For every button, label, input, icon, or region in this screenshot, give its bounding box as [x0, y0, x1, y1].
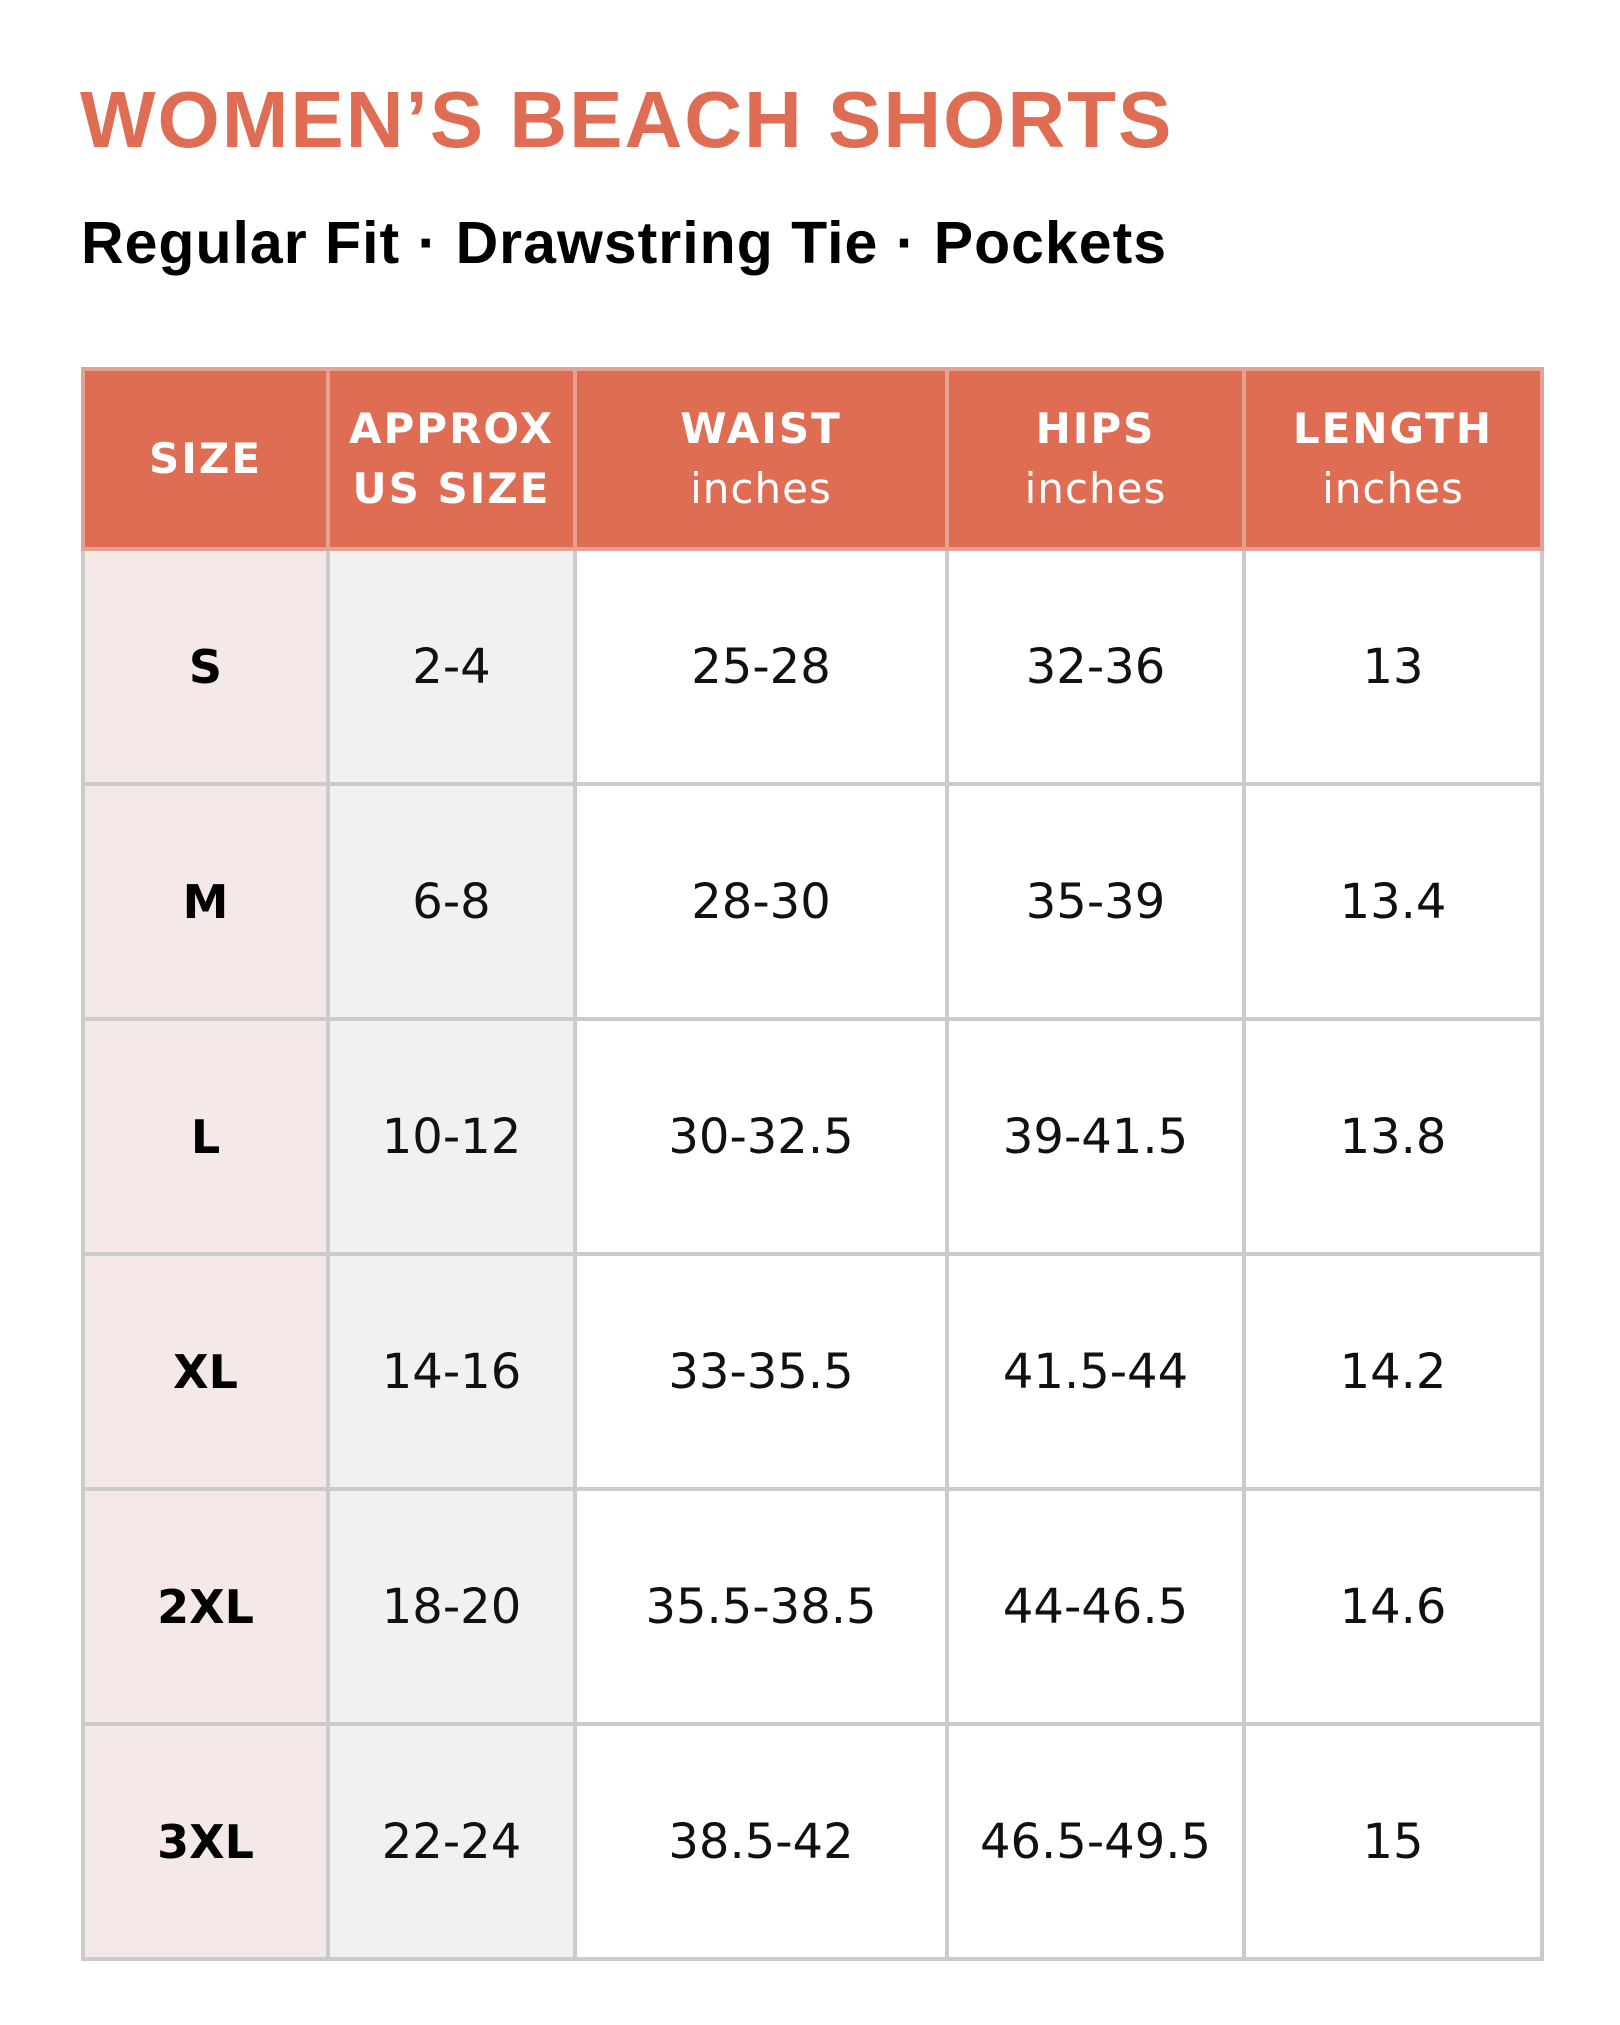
table-row [83, 549, 1542, 784]
header-waist-unit: inches [690, 464, 832, 513]
length-cell: 13 [1244, 549, 1542, 784]
us-size-cell: 22-24 [328, 1724, 575, 1959]
waist-cell: 30-32.5 [575, 1019, 947, 1254]
header-length-label: LENGTH [1292, 404, 1494, 454]
hips-cell: 39-41.5 [947, 1019, 1244, 1254]
header-approx-us-size [328, 369, 575, 549]
header-length [1244, 369, 1542, 549]
header-length-unit: inches [1322, 464, 1464, 513]
waist-cell: 25-28 [575, 549, 947, 784]
size-cell: L [83, 1019, 328, 1254]
us-size-cell: 10-12 [328, 1019, 575, 1254]
hips-cell: 46.5-49.5 [947, 1724, 1244, 1959]
table-row [83, 784, 1542, 1019]
length-cell: 13.8 [1244, 1019, 1542, 1254]
page-title: WOMEN’S BEACH SHORTS [80, 75, 1174, 164]
table-row [83, 1019, 1542, 1254]
length-cell: 13.4 [1244, 784, 1542, 1019]
header-hips-unit: inches [1024, 464, 1167, 513]
product-features-subtitle: Regular Fit · Drawstring Tie · Pockets [81, 210, 1168, 276]
size-chart-header [83, 369, 1542, 549]
table-row [83, 1254, 1542, 1489]
header-waist-label: WAIST [680, 404, 842, 454]
size-chart-body [83, 549, 1542, 1959]
header-waist [575, 369, 947, 549]
hips-cell: 35-39 [947, 784, 1244, 1019]
table-row [83, 1489, 1542, 1724]
size-cell: 2XL [83, 1489, 328, 1724]
us-size-cell: 18-20 [328, 1489, 575, 1724]
size-cell: S [83, 549, 328, 784]
length-cell: 15 [1244, 1724, 1542, 1959]
table-row [83, 1724, 1542, 1959]
us-size-cell: 14-16 [328, 1254, 575, 1489]
header-approx-us-size-label: APPROX US SIZE [349, 404, 554, 513]
hips-cell: 41.5-44 [947, 1254, 1244, 1489]
hips-cell: 44-46.5 [947, 1489, 1244, 1724]
waist-cell: 28-30 [575, 784, 947, 1019]
size-chart-table [81, 367, 1544, 1961]
size-cell: XL [83, 1254, 328, 1489]
size-cell: M [83, 784, 328, 1019]
length-cell: 14.6 [1244, 1489, 1542, 1724]
length-cell: 14.2 [1244, 1254, 1542, 1489]
waist-cell: 38.5-42 [575, 1724, 947, 1959]
waist-cell: 33-35.5 [575, 1254, 947, 1489]
header-hips [947, 369, 1244, 549]
header-size [83, 369, 328, 549]
us-size-cell: 2-4 [328, 549, 575, 784]
header-size-label: SIZE [148, 434, 263, 484]
header-row [83, 369, 1542, 549]
waist-cell: 35.5-38.5 [575, 1489, 947, 1724]
size-cell: 3XL [83, 1724, 328, 1959]
header-hips-label: HIPS [1035, 404, 1156, 454]
us-size-cell: 6-8 [328, 784, 575, 1019]
hips-cell: 32-36 [947, 549, 1244, 784]
